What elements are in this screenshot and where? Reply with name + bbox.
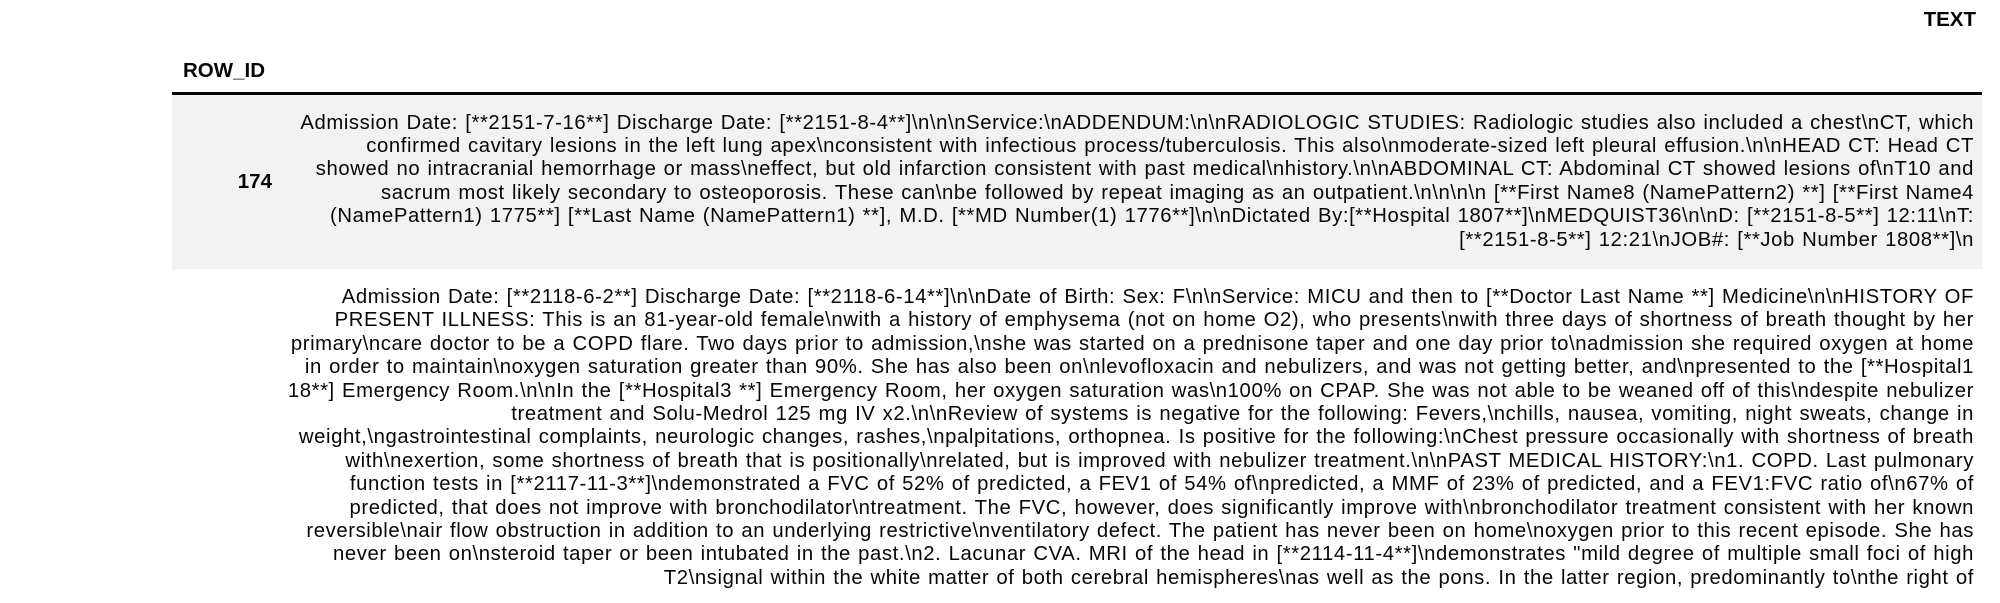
blank-corner-cell: [172, 0, 278, 46]
index-name-row: [172, 46, 1982, 93]
table-row: [172, 269, 1982, 603]
clinical-notes-table: [172, 0, 1982, 603]
row-id-cell: 174: [237, 169, 272, 193]
table-body: [172, 93, 1982, 603]
table-header: [172, 0, 1982, 93]
column-header-row: [172, 0, 1982, 46]
column-header-text: TEXT: [1923, 8, 1976, 31]
table-row: [172, 93, 1982, 269]
index-header-row-id: ROW_ID: [172, 46, 278, 93]
row-id-cell: [172, 269, 278, 603]
note-text-cell: Admission Date: [**2151-7-16**] Discharge Date: [**2151-8-4**]\n\n\nService:\nADDENDUM:\n\nRADIOLOGIC STUDIES: Radiologic studies also included a chest\nCT, which confirmed cavitary lesions in the left lung apex\nconsistent with infectious process/tuberculosis. This also\nmoderate-sized left pleural effusion.\n\nHEAD CT: Head CT showed no intracranial hemorrhage or mass\neffect, but old infarction consistent with past medical\nhistory.\n\nABDOMINAL CT: Abdominal CT showed lesions of\nT10 and sacrum most likely secondary to osteoporosis. These can\nbe followed by repeat imaging as an outpatient.\n\n\n\n [**First Name8 (NamePattern2) **] [**First Name4 (NamePattern1) 1775**] [**Last Name (NamePattern1) **], M.D. [**MD Number(1) 1776**]\n\nDictated By:[**Hospital 1807**]\nMEDQUIST36\n\nD: [**2151-8-5**] 12:11\nT: [**2151-8-5**] 12:21\nJOB#: [**Job Number 1808**]\n: [300, 111, 1974, 251]
blank-header-cell: [278, 46, 1982, 93]
note-text-cell: Admission Date: [**2118-6-2**] Discharge Date: [**2118-6-14**]\n\nDate of Birth: Sex: F\n\nService: MICU and then to [**Doctor Last Name **] Medicine\n\nHISTORY OF PRESENT ILLNESS: This is an 81-year-old female\nwith a history of emphysema (not on home O2), who presents\nwith three days of shortness of breath thought by her primary\ncare doctor to be a COPD flare. Two days prior to admission,\nshe was started on a prednisone taper and one day prior to\nadmission she required oxygen at home in order to maintain\noxygen saturation greater than 90%. She has also been on\nlevofloxacin and nebulizers, and was not getting better, and\npresented to the [**Hospital1 18**] Emergency Room.\n\nIn the [**Hospital3 **] Emergency Room, her oxygen saturation was\n100% on CPAP. She was not able to be weaned off of this\ndespite nebulizer treatment and Solu-Medrol 125 mg IV x2.\n\nReview of systems is negative for the following: Fevers,\nchills, nausea, vomiting, night sweats, change in weight,\ngastrointestinal complaints, neurologic changes, rashes,\npalpitations, orthopnea. Is positive for the following:\nChest pressure occasionally with shortness of breath with\nexertion, some shortness of breath that is positionally\nrelated, but is improved with nebulizer treatment.\n\nPAST MEDICAL HISTORY:\n1. COPD. Last pulmonary function tests in [**2117-11-3**]\ndemonstrated a FVC of 52% of predicted, a FEV1 of 54% of\npredicted, a MMF of 23% of predicted, and a FEV1:FVC ratio of\n67% of predicted, that does not improve with bronchodilator\ntreatment. The FVC, however, does significantly improve with\nbronchodilator treatment consistent with her known reversible\nair flow obstruction in addition to an underlying restrictive\nventilatory defect. The patient has never been on home\noxygen prior to this recent episode. She has never been on\nsteroid taper or been intubated in the past.\n2. Lacunar CVA. MRI of the head in [**2114-11-4**]\ndemonstrates "mild degree of multiple small foci of high T2\nsignal within the white matter of both cerebral hemispheres\nas well as the pons. In the latter region, predominantly to\nthe right of: [287, 285, 1974, 589]
